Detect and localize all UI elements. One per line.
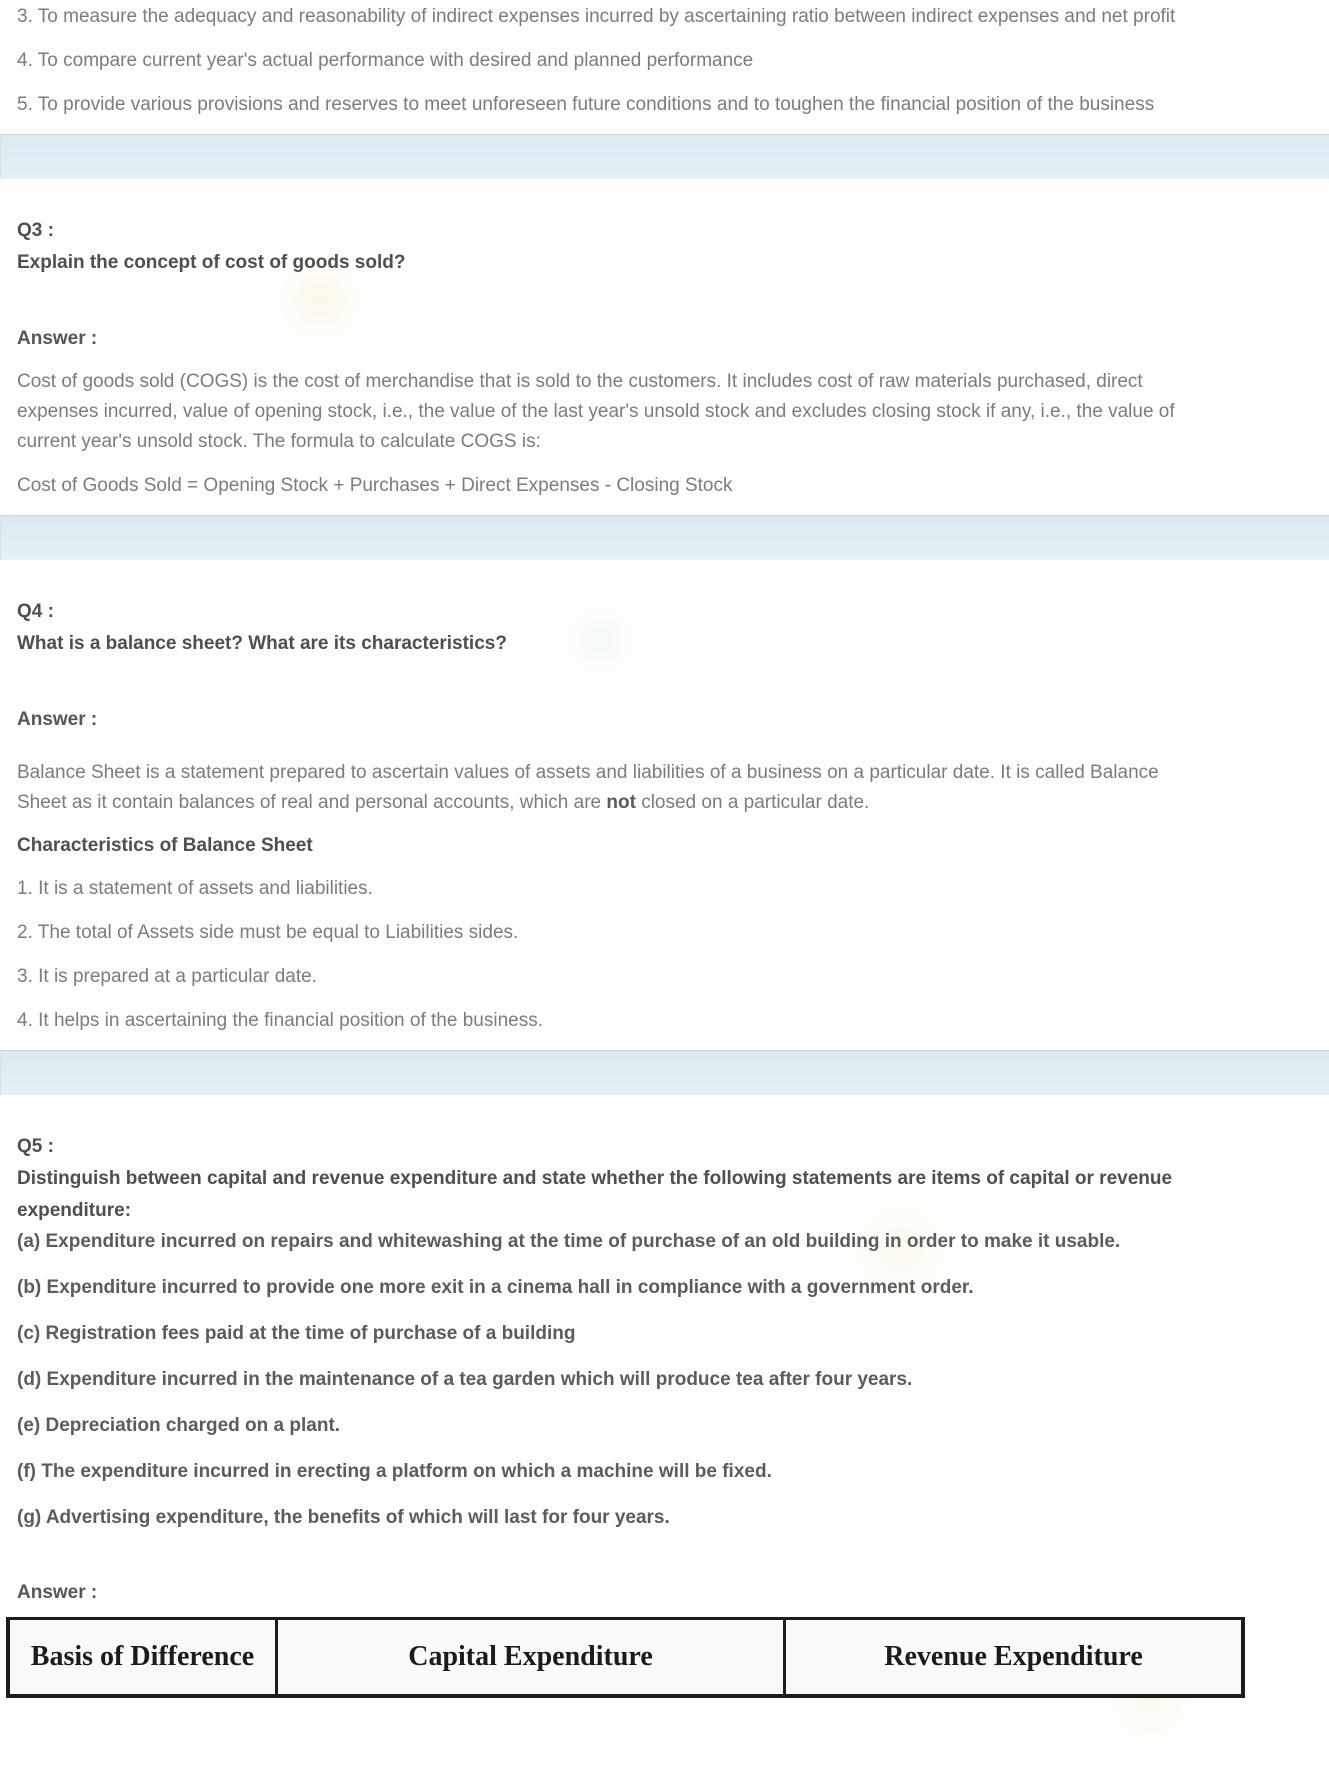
objective-item-3: 3. To measure the adequacy and reasonability of indirect expenses incurred by ascertaining ratio between indirect expenses and net profit	[17, 6, 1176, 27]
objective-item-4: 4. To compare current year's actual performance with desired and planned performance	[17, 50, 754, 71]
question-5-block	[17, 1133, 1312, 1698]
question-3-text: Explain the concept of cost of goods sold?	[17, 252, 406, 273]
table-header-basis-of-difference: Basis of Difference	[8, 1619, 277, 1697]
characteristics-item: 3. It is prepared at a particular date.	[17, 966, 317, 987]
question-4-text: What is a balance sheet? What are its characteristics?	[17, 633, 507, 654]
answer-bold-word: not	[606, 792, 636, 813]
question-3-label: Q3 :	[17, 220, 54, 241]
question-4-answer-paragraph	[17, 758, 1182, 818]
question-3-answer-label: Answer :	[17, 328, 98, 349]
comparison-table	[6, 1617, 1245, 1698]
question-4-answer-label: Answer :	[17, 709, 98, 730]
characteristics-item: 2. The total of Assets side must be equal to Liabilities sides.	[17, 922, 519, 943]
separator-bar	[0, 515, 1329, 560]
answer-text-part: Balance Sheet is a statement prepared to ascertain values of assets and liabilities of a business on a particular date. It is called Balance Sheet as it contain balances of real and personal accounts, which are	[17, 762, 1159, 813]
question-4-label: Q4 :	[17, 601, 54, 622]
statement-item-b: (b) Expenditure incurred to provide one more exit in a cinema hall in compliance with a government order.	[17, 1277, 974, 1298]
cogs-formula-text: Cost of Goods Sold = Opening Stock + Purchases + Direct Expenses - Closing Stock	[17, 475, 733, 496]
statement-item-e: (e) Depreciation charged on a plant.	[17, 1415, 341, 1436]
table-header-revenue-expenditure: Revenue Expenditure	[785, 1619, 1244, 1697]
question-3-answer-paragraph: Cost of goods sold (COGS) is the cost of merchandise that is sold to the customers. It includes cost of raw materials purchased, direct expenses incurred, value of opening stock, i.e., the value of the last year's unsold stock and excludes closing stock if any, i.e., the value of current year's unsold stock. The formula to calculate COGS is:	[17, 371, 1175, 452]
question-4-block	[17, 598, 1312, 1036]
separator-bar	[0, 1050, 1329, 1095]
statement-item-a: (a) Expenditure incurred on repairs and whitewashing at the time of purchase of an old building in order to make it usable.	[17, 1231, 1121, 1252]
question-5-text: Distinguish between capital and revenue expenditure and state whether the following statements are items of capital or revenue expenditure:	[17, 1168, 1173, 1221]
statement-item-f: (f) The expenditure incurred in erecting a platform on which a machine will be fixed.	[17, 1461, 772, 1482]
answer-text-part: closed on a particular date.	[635, 792, 870, 813]
characteristics-item: 4. It helps in ascertaining the financial position of the business.	[17, 1010, 543, 1031]
characteristics-item: 1. It is a statement of assets and liabilities.	[17, 878, 373, 899]
statement-item-d: (d) Expenditure incurred in the maintenance of a tea garden which will produce tea after four years.	[17, 1369, 913, 1390]
table-header-row	[8, 1619, 1243, 1697]
objective-item-5: 5. To provide various provisions and reserves to meet unforeseen future conditions and to toughen the financial position of the business	[17, 94, 1155, 115]
characteristics-heading: Characteristics of Balance Sheet	[17, 835, 313, 856]
statement-item-c: (c) Registration fees paid at the time of purchase of a building	[17, 1323, 576, 1344]
question-5-label: Q5 :	[17, 1136, 54, 1157]
statement-item-g: (g) Advertising expenditure, the benefits of which will last for four years.	[17, 1507, 670, 1528]
separator-bar	[0, 134, 1329, 179]
question-5-answer-label: Answer :	[17, 1582, 98, 1603]
question-3-block	[17, 217, 1312, 501]
table-header-capital-expenditure: Capital Expenditure	[277, 1619, 785, 1697]
